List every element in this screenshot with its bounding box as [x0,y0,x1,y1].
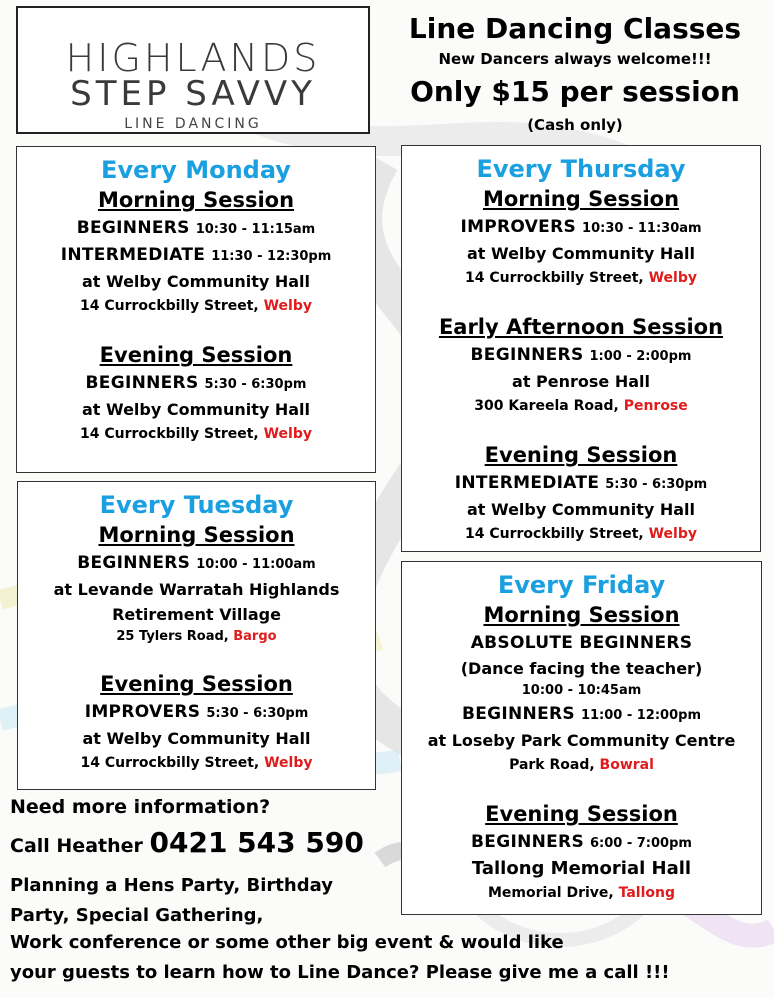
session-title: Morning Session [98,523,295,547]
street: 14 Currockbilly Street, [465,270,649,286]
street: 14 Currockbilly Street, [80,755,265,771]
monday-box [16,146,376,473]
address [17,294,375,318]
suburb: Tallong [618,885,675,901]
level-name: IMPROVERS [460,217,577,237]
address [402,753,761,777]
venue: at Loseby Park Community Centre [427,731,736,750]
level-name: BEGINNERS [470,345,584,365]
level-name: BEGINNERS [471,832,584,852]
level-time: 1:00 - 2:00pm [589,349,692,364]
suburb: Bowral [599,757,654,773]
cash-note: (Cash only) [527,116,623,134]
suburb: Welby [648,526,697,542]
class-level [402,214,760,241]
street: 300 Kareela Road, [474,398,624,414]
closing-text [10,928,670,988]
level-time: 5:30 - 6:30pm [206,706,309,721]
address [402,522,760,546]
thursday-box [401,145,761,552]
class-level [402,630,761,656]
new-dancers-note: New Dancers always welcome!!! [438,50,712,68]
call-line [10,826,364,859]
page-title: Line Dancing Classes [408,12,742,45]
venue: Tallong Memorial Hall [471,858,692,879]
level-time: 10:30 - 11:15am [195,222,316,237]
level-time: 10:30 - 11:30am [582,221,702,236]
planning-text: Planning a Hens Party, Birthday Party, Special Gathering, [10,875,333,926]
need-info-text: Need more information? [10,796,271,818]
suburb: Penrose [623,398,688,414]
class-note: (Dance facing the teacher) [460,659,703,678]
suburb: Welby [263,426,312,442]
street: Park Road, [509,757,600,773]
work-text: Work conference or some other big event & would like [10,932,564,953]
street: 14 Currockbilly Street, [80,298,264,314]
suburb: Welby [648,270,697,286]
session-title: Morning Session [483,603,680,627]
venue: at Welby Community Hall [81,272,311,291]
session-title: Evening Session [99,343,293,367]
class-level [17,370,375,397]
tuesday-box [17,481,376,790]
studio-logo [16,6,370,134]
venue: at Welby Community Hall [466,500,696,519]
class-level [402,701,761,728]
level-time: 10:00 - 10:45am [521,683,642,698]
session-title: Morning Session [97,188,295,212]
suburb: Welby [264,755,313,771]
level-name: BEGINNERS [76,218,190,238]
level-time: 5:30 - 6:30pm [204,377,307,392]
address [402,266,760,290]
address [17,422,375,446]
class-level [402,470,760,497]
level-time: 5:30 - 6:30pm [605,477,708,492]
venue: at Welby Community Hall [81,400,311,419]
level-time: 11:00 - 12:00pm [580,708,701,723]
address [18,627,375,647]
friday-box [401,561,762,915]
session-title: Early Afternoon Session [438,315,724,339]
venue: at Welby Community Hall [466,244,696,263]
venue: at Welby Community Hall [82,729,311,748]
level-name: ABSOLUTE BEGINNERS [470,633,693,653]
logo-line-1: HIGHLANDS [65,36,321,80]
address [402,881,761,905]
session-title: Evening Session [485,802,678,826]
guests-text: your guests to learn how to Line Dance? Please give me a call !!! [10,962,670,983]
street: 14 Currockbilly Street, [465,526,649,542]
street: Memorial Drive, [488,885,619,901]
phone-number[interactable]: 0421 543 590 [149,826,364,859]
suburb: Bargo [233,629,277,644]
class-level [18,699,375,726]
day-heading: Every Thursday [476,155,686,183]
level-name: IMPROVERS [84,702,201,722]
session-title: Morning Session [482,187,680,211]
street: 25 Tylers Road, [116,629,234,644]
level-name: INTERMEDIATE [60,245,206,265]
page-header [380,10,770,136]
suburb: Welby [263,298,312,314]
level-time: 10:00 - 11:00am [196,557,316,572]
venue: Retirement Village [112,605,281,624]
level-time: 11:30 - 12:30pm [211,249,332,264]
level-name: INTERMEDIATE [454,473,600,493]
price-line: Only $15 per session [410,75,740,108]
logo-line-2: STEP SAVVY [70,74,316,114]
street: 14 Currockbilly Street, [80,426,264,442]
day-heading: Every Tuesday [99,491,294,519]
call-label: Call Heather [10,835,150,857]
venue: at Levande Warratah Highlands [53,580,340,599]
level-time: 6:00 - 7:00pm [589,836,692,851]
logo-line-3: LINE DANCING [124,116,262,132]
day-heading: Every Friday [497,571,666,599]
class-level [17,242,375,269]
class-level [18,550,375,577]
session-title: Evening Session [484,443,678,467]
level-name: BEGINNERS [461,704,575,724]
day-heading: Every Monday [101,156,291,184]
level-name: BEGINNERS [85,373,199,393]
venue: at Penrose Hall [512,372,650,391]
class-level [17,215,375,242]
address [18,751,375,775]
level-name: BEGINNERS [77,553,191,573]
class-level [402,342,760,369]
class-level [402,829,761,856]
address [402,394,760,418]
session-title: Evening Session [100,672,293,696]
